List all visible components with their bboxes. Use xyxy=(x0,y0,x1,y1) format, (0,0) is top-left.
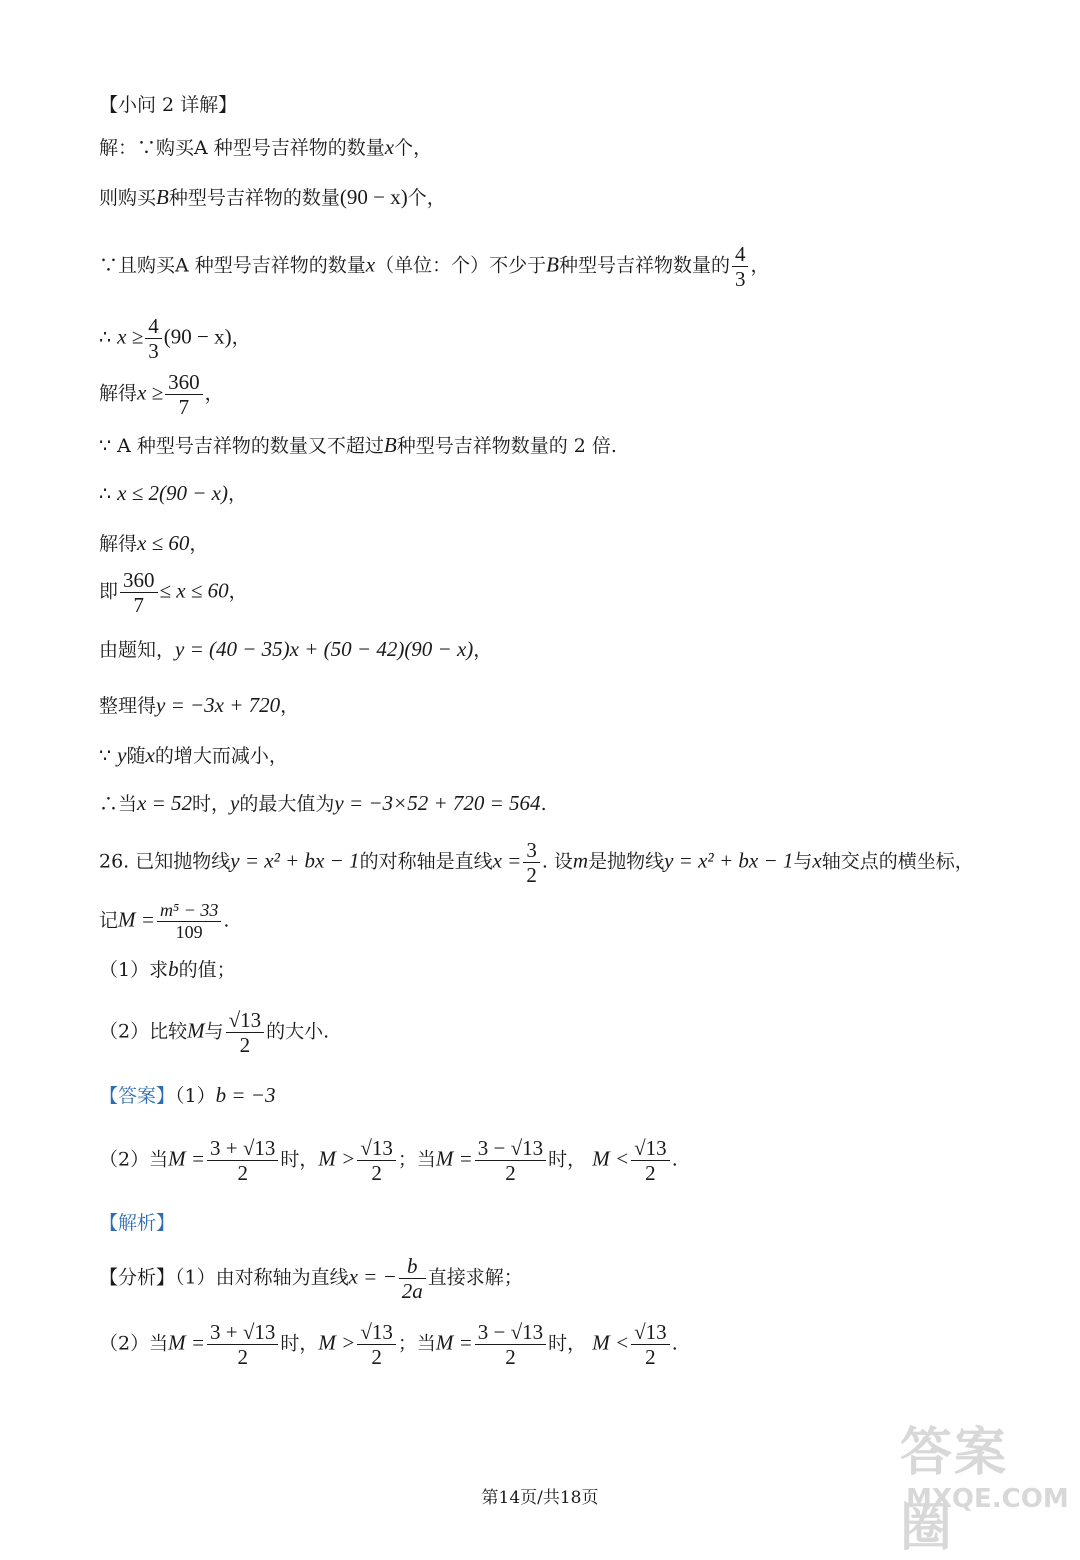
answer-line-2: （2）当M = $\frac{3 + √13}{2}$ 时，M > $\frac{√13}{2}$ ；当M = $\frac{3 - √13}{2}$ 时， M < $\frac{√13}{2}$ . xyxy=(99,1136,678,1185)
question-26-line-2: 记M = $\frac{\text{m⁵ − 33}}{109}$ . xyxy=(99,900,230,942)
fraction-4-3: $\frac{4}{3}$ xyxy=(732,242,749,291)
fraction: $\frac{3 - √13}{2}$ xyxy=(475,1136,546,1185)
solution-line-3: ∵且购买A 种型号吉祥物的数量x（单位：个）不少于B种型号吉祥物数量的 $\frac{4}{3}$ ， xyxy=(99,242,770,291)
solution-line-6: ∵ A 种型号吉祥物的数量又不超过B种型号吉祥物数量的 2 倍. xyxy=(99,433,617,457)
analysis-line-1: 【分析】（1）由对称轴为直线x = − $\frac{b}{2a}$ 直接求解； xyxy=(99,1254,523,1303)
fraction: $\frac{3 + √13}{2}$ xyxy=(207,1320,278,1369)
sub-question-2: （2）比较M与 $\frac{√13}{2}$ 的大小. xyxy=(99,1008,330,1057)
question-number: 26. xyxy=(99,850,130,873)
solution-line-10: 由题知，y = (40 − 35)x + (50 − 42)(90 − x)， xyxy=(99,637,493,661)
fraction-sqrt13-2: $\frac{√13}{2}$ xyxy=(226,1008,265,1057)
fraction: $\frac{√13}{2}$ xyxy=(631,1136,670,1185)
fraction: $\frac{√13}{2}$ xyxy=(357,1136,396,1185)
fraction: $\frac{√13}{2}$ xyxy=(631,1320,670,1369)
fraction: $\frac{3 - √13}{2}$ xyxy=(475,1320,546,1369)
solution-line-8: 解得x ≤ 60， xyxy=(99,531,209,555)
fraction-360-7: $\frac{360}{7}$ xyxy=(165,370,203,419)
fraction-3-2: $\frac{3}{2}$ xyxy=(523,838,540,887)
solution-line-11: 整理得y = −3x + 720， xyxy=(99,693,300,717)
question-26-line-1: 26. 已知抛物线y = x² + bx − 1的对称轴是直线x = $\frac{3}{2}$ . 设m是抛物线y = x² + bx − 1与x轴交点的横坐标， xyxy=(99,838,974,887)
solution-line-7: ∴ x ≤ 2(90 − x)， xyxy=(99,481,247,505)
solution-line-13: ∴当x = 52时，y的最大值为y = −3×52 + 720 = 564. xyxy=(99,791,547,815)
watermark-logo: 答案圈 MXQE.COM xyxy=(900,1423,1069,1558)
solution-line-2: 则购买B种型号吉祥物的数量(90 − x)个， xyxy=(99,185,446,209)
solution-line-1: 解：∵购买A 种型号吉祥物的数量x个， xyxy=(99,135,433,159)
answer-line-1: 【答案】（1）b = −3 xyxy=(99,1083,276,1107)
page-footer: 第14页/共18页 xyxy=(481,1488,599,1508)
fraction: $\frac{b}{2a}$ xyxy=(399,1254,426,1303)
fraction-360-7: $\frac{360}{7}$ xyxy=(120,568,158,617)
analysis-line-2: （2）当M = $\frac{3 + √13}{2}$ 时，M > $\frac{√13}{2}$ ；当M = $\frac{3 - √13}{2}$ 时， M < $\frac{√13}{2}$ . xyxy=(99,1320,678,1369)
solution-line-9: 即 $\frac{360}{7}$ ≤ x ≤ 60， xyxy=(99,568,248,617)
fraction-4-3: $\frac{4}{3}$ xyxy=(145,314,162,363)
answer-tag: 【答案】 xyxy=(99,1085,176,1107)
sub-question-1: （1）求b的值； xyxy=(99,957,236,981)
fraction: $\frac{3 + √13}{2}$ xyxy=(207,1136,278,1185)
solution-line-4: ∴ x ≥ $\frac{4}{3}$ (90 − x)， xyxy=(99,314,251,363)
solution-line-12: ∵ y随x的增大而减小， xyxy=(99,743,288,767)
section-header: 【小问 2 详解】 xyxy=(99,94,238,116)
analysis-tag: 【解析】 xyxy=(99,1212,176,1234)
fraction-m5: $\frac{\text{m⁵ − 33}}{109}$ xyxy=(157,900,221,943)
fraction: $\frac{√13}{2}$ xyxy=(357,1320,396,1369)
solution-line-5: 解得x ≥ $\frac{360}{7}$ ， xyxy=(99,370,224,419)
